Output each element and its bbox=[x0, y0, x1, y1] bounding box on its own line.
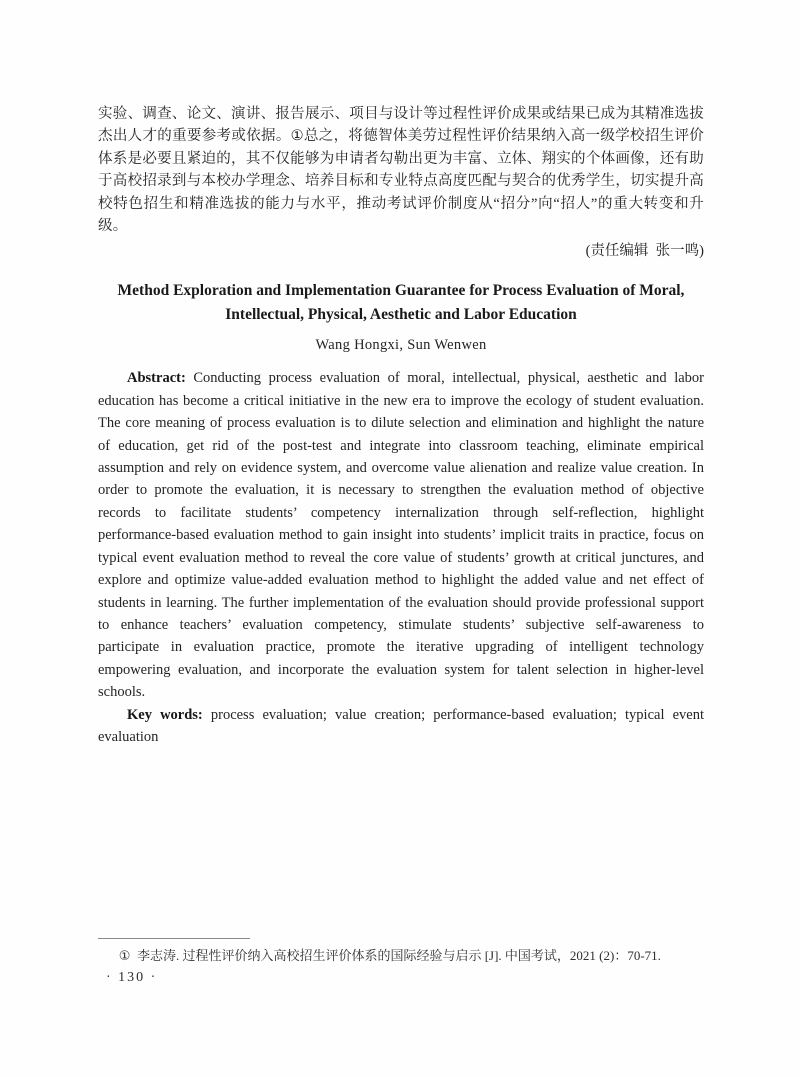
page-content bbox=[98, 103, 704, 748]
authors-en: Wang Hongxi, Sun Wenwen bbox=[315, 337, 487, 354]
abstract-label: Abstract: bbox=[127, 370, 194, 387]
body-paragraph-zh: 实验、调查、论文、演讲、报告展示、项目与设计等过程性评价成果或结果已成为其精准选拔杰出人才的重要参考或依据。①总之，将德智体美劳过程性评价结果纳入高一级学校招生评价体系是必要且紧迫的，其不仅能够为申请者勾勒出更为丰富、立体、翔实的个体画像，还有助于高校招录到与本校办学理念、培养目标和专业特点高度匹配与契合的优秀学生，切实提升高校特色招生和精准选拔的能力与水平，推动考试评价制度从“招分”向“招人”的重大转变和升级。 bbox=[98, 106, 704, 235]
article-title-en bbox=[98, 279, 704, 327]
editor-credit: (责任编辑 张一鸣) bbox=[585, 243, 704, 260]
abstract-paragraph bbox=[98, 367, 704, 703]
keywords-label: Key words: bbox=[127, 706, 211, 723]
footnote-citation: ① 李志涛. 过程性评价纳入高校招生评价体系的国际经验与启示 [J]. 中国考试，2021 (2)：70-71. bbox=[118, 948, 661, 963]
keywords-paragraph bbox=[98, 704, 704, 749]
keywords-text: process evaluation; value creation; performance-based evaluation; typical event evaluation bbox=[98, 706, 704, 745]
footnote-divider bbox=[98, 938, 250, 939]
page-number: · 130 · bbox=[106, 970, 158, 985]
article-title-line-2: Intellectual, Physical, Aesthetic and Labor Education bbox=[225, 306, 577, 324]
article-title-line-1: Method Exploration and Implementation Guarantee for Process Evaluation of Moral, bbox=[117, 282, 685, 300]
abstract-text: Conducting process evaluation of moral, intellectual, physical, aesthetic and labor education has become a critical initiative in the new era to improve the ecology of student evaluation. The core meaning of process evaluation is to dilute selection and elimination and highlight the nature of education, get rid of the post-test and integrate into classroom teaching, eliminate empirical assumption and rely on evidence system, and overcome value alienation and realize value creation. In order to promote the evaluation, it is necessary to strengthen the evaluation method of objective records to facilitate students’ competency internalization through self-reflection, highlight performance-based evaluation method to gain insight into students’ implicit traits in practice, focus on typical event evaluation method to reveal the core value of students’ growth at critical junctures, and explore and optimize value-added evaluation method to highlight the added value and net effect of students in learning. The further implementation of the evaluation should provide professional support to enhance teachers’ evaluation competency, stimulate students’ subjective self-awareness to participate in evaluation practice, promote the iterative upgrading of intelligent technology empowering evaluation, and incorporate the evaluation system for talent selection in higher-level schools. bbox=[98, 370, 704, 701]
